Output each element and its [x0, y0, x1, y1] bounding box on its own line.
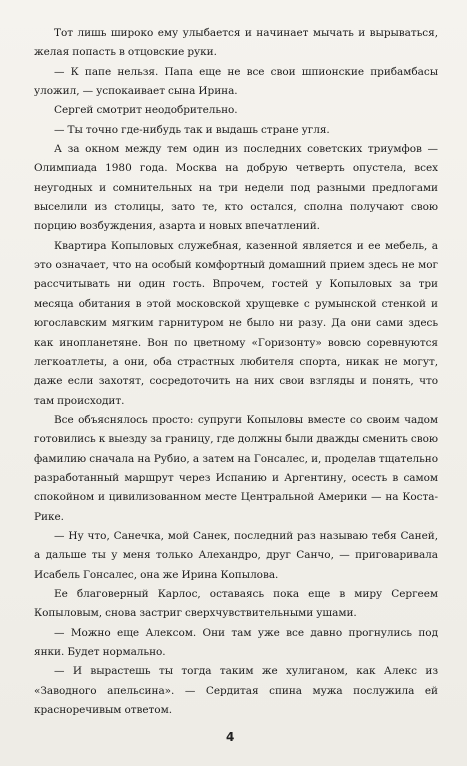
paragraph: Все объяснялось просто: супруги Копыловы вместе со своим чадом готовились к выезду за границу, где должны были дважды сменить свою фамилию сначала на Рубио, а затем на Гонсалес, и, проделав тщательно разработанный маршрут через Испанию и Аргентину, осесть в самом спокойном и цивилизованном месте Центральной Америки — на Коста-Рике.	[34, 413, 438, 523]
page-number: 4	[226, 730, 235, 744]
paragraph: Тот лишь широко ему улыбается и начинает мычать и вырываться, желая попасть в отцовские руки.	[34, 27, 438, 59]
paragraph: — Ты точно где-нибудь так и выдашь стране угля.	[54, 123, 330, 136]
paragraph: Ее благоверный Карлос, оставаясь пока еще в миру Сергеем Копыловым, снова застриг сверхчувствительными ушами.	[34, 587, 438, 620]
paragraph: — И вырастешь ты тогда таким же хулиганом, как Алекс из «Заводного апельсина». — Сердитая спина мужа послужила ей красноречивым ответом.	[34, 665, 438, 717]
paragraph: — Можно еще Алексом. Они там уже все давно прогнулись под янки. Будет нормально.	[34, 626, 438, 658]
paragraph: — Ну что, Санечка, мой Санек, последний раз называю тебя Саней, а дальше ты у меня только Алехандро, друг Санчо, — приговаривала Исабель Гонсалес, она же Ирина Копылова.	[34, 529, 438, 581]
paragraph: — К папе нельзя. Папа еще не все свои шпионские прибамбасы уложил, — успокаивает сына Ирина.	[34, 65, 438, 98]
paragraph: Квартира Копыловых служебная, казенной является и ее мебель, а это означает, что на особый комфортный домашний прием здесь не мог рассчитывать ни один гость. Впрочем, гостей у Копыловых за три месяца обитания в этой московской хрущевке с румынской стенкой и югославским мягким гарнитуром не было ни разу. Да они сами здесь как инопланетяне. Вон по цветному «Горизонту» вовсю соревнуются легкоатлеты, а они, оба страстных любителя спорта, никак не могут, даже если захотят, сосредоточить на них свои взгляды и понять, что там происходит.	[34, 239, 438, 407]
paragraph: А за окном между тем один из последних советских триумфов — Олимпиада 1980 года. Москва на добрую четверть опустела, всех неугодных и сомнительных на три недели под разными предлогами выселили из столицы, зато те, кто остался, сполна получают свою порцию возбуждения, азарта и новых впечатлений.	[34, 143, 438, 233]
paragraph: Сергей смотрит неодобрительно.	[54, 104, 238, 117]
body-text	[34, 24, 438, 720]
